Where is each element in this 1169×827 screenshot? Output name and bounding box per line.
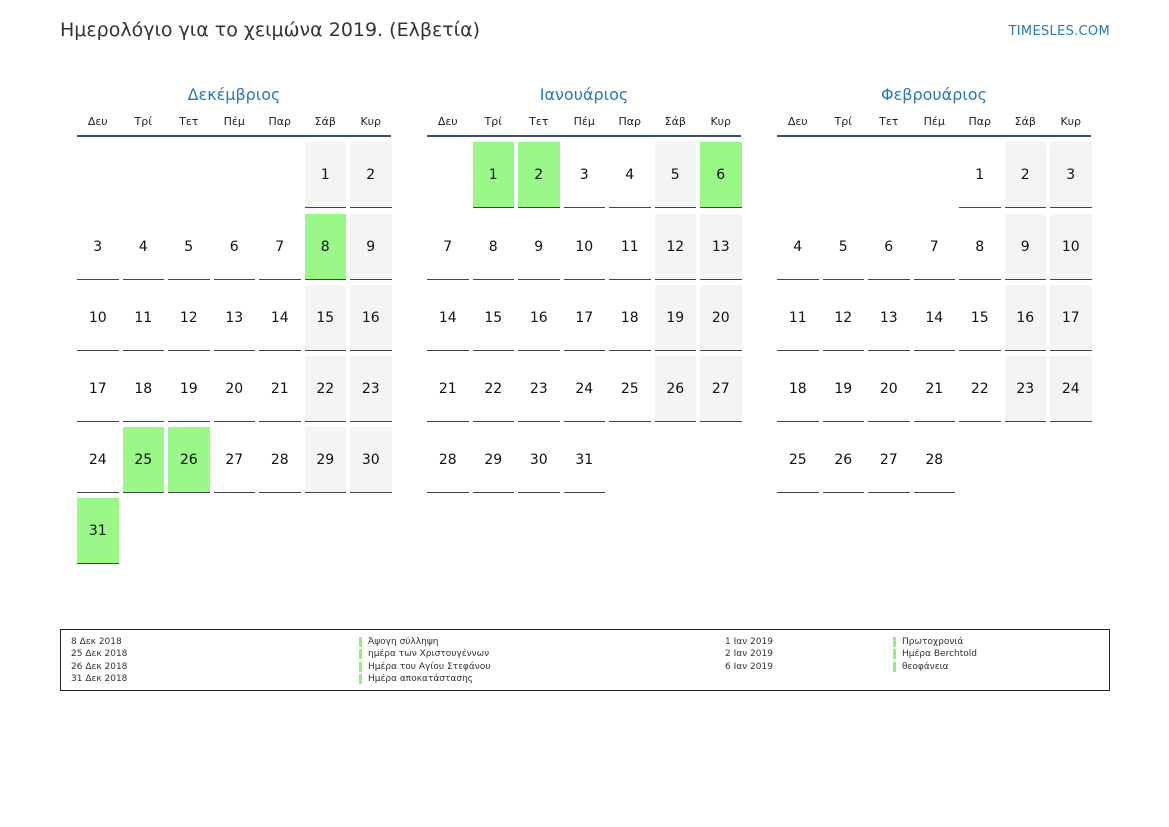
day-cell[interactable]: 23 [518, 356, 560, 422]
day-grid [777, 142, 1091, 493]
empty-cell [214, 142, 256, 209]
day-cell[interactable]: 16 [1005, 285, 1047, 351]
legend-date: 2 Ιαν 2019 [725, 649, 773, 660]
day-cell[interactable]: 5 [823, 214, 865, 280]
day-cell[interactable]: 18 [123, 356, 165, 422]
day-cell[interactable]: 29 [473, 427, 515, 493]
day-cell[interactable]: 16 [350, 285, 392, 351]
empty-cell [259, 142, 301, 209]
weekday-label: Κυρ [1060, 115, 1082, 128]
legend-holiday-name: Ημέρα του Αγίου Στεφάνου [359, 662, 491, 672]
day-cell[interactable]: 2 [518, 142, 560, 208]
day-cell[interactable]: 13 [214, 285, 256, 351]
day-cell[interactable]: 6 [868, 214, 910, 280]
day-cell[interactable]: 24 [77, 427, 119, 493]
day-cell[interactable]: 27 [700, 356, 742, 422]
legend-date: 8 Δεκ 2018 [71, 637, 122, 647]
day-cell[interactable]: 3 [564, 142, 606, 208]
day-cell[interactable]: 26 [655, 356, 697, 422]
day-cell[interactable]: 20 [868, 356, 910, 422]
empty-cell [168, 142, 210, 209]
day-cell[interactable]: 21 [427, 356, 469, 422]
day-cell[interactable]: 10 [564, 214, 606, 280]
day-cell[interactable]: 13 [868, 285, 910, 351]
day-cell[interactable]: 19 [168, 356, 210, 422]
day-cell[interactable]: 12 [655, 214, 697, 280]
day-cell[interactable]: 22 [959, 356, 1001, 422]
page-title: Ημερολόγιο για το χειμώνα 2019. (Ελβετία) [60, 19, 481, 41]
day-cell[interactable]: 9 [350, 214, 392, 280]
day-cell[interactable]: 6 [214, 214, 256, 280]
day-cell[interactable]: 16 [518, 285, 560, 351]
day-cell[interactable]: 14 [914, 285, 956, 351]
day-grid [77, 142, 391, 564]
weekday-label: Δευ [787, 115, 808, 128]
day-cell[interactable]: 4 [123, 214, 165, 280]
legend-date: 31 Δεκ 2018 [71, 673, 128, 684]
day-cell[interactable]: 15 [305, 285, 347, 351]
day-cell[interactable]: 15 [473, 285, 515, 351]
weekday-label: Πέμ [923, 115, 945, 128]
day-cell[interactable]: 28 [259, 427, 301, 493]
day-cell[interactable]: 2 [1005, 142, 1047, 208]
legend-date: 25 Δεκ 2018 [71, 649, 128, 660]
legend-names-right [893, 636, 977, 673]
month-name: Φεβρουάριος [881, 85, 987, 104]
legend-date: 26 Δεκ 2018 [71, 661, 128, 672]
day-cell[interactable]: 26 [823, 427, 865, 493]
weekday-label: Τρί [834, 115, 852, 128]
day-cell[interactable]: 1 [959, 142, 1001, 208]
weekday-label: Παρ [618, 115, 641, 128]
weekday-label: Δευ [437, 115, 458, 128]
day-cell[interactable]: 8 [305, 214, 347, 280]
empty-cell [123, 142, 165, 209]
month-name: Δεκέμβριος [187, 85, 281, 104]
day-cell[interactable]: 1 [305, 142, 347, 208]
day-cell[interactable]: 7 [259, 214, 301, 280]
legend-holiday-name: Ημέρα Berchtold [893, 649, 977, 659]
weekday-label: Τρί [134, 115, 152, 128]
legend-holiday-name: Πρωτοχρονιά [893, 637, 963, 647]
day-cell[interactable]: 18 [609, 285, 651, 351]
day-cell[interactable]: 18 [777, 356, 819, 422]
day-cell[interactable]: 29 [305, 427, 347, 493]
empty-cell [823, 142, 865, 209]
day-cell[interactable]: 23 [350, 356, 392, 422]
day-cell[interactable]: 19 [823, 356, 865, 422]
day-cell[interactable]: 3 [1050, 142, 1092, 208]
legend-holiday-name: Άψογη σύλληψη [359, 637, 438, 647]
day-cell[interactable]: 20 [700, 285, 742, 351]
day-cell[interactable]: 27 [868, 427, 910, 493]
day-cell[interactable]: 1 [473, 142, 515, 208]
weekday-label: Τετ [529, 115, 549, 128]
empty-cell [868, 142, 910, 209]
day-cell[interactable]: 21 [259, 356, 301, 422]
day-cell[interactable]: 25 [123, 427, 165, 493]
weekday-label: Κυρ [710, 115, 732, 128]
month-2 [777, 84, 1091, 493]
legend-names-left [359, 636, 491, 685]
day-grid [427, 142, 741, 493]
holiday-legend [60, 629, 1110, 691]
legend-date: 6 Ιαν 2019 [725, 661, 773, 672]
day-cell[interactable]: 24 [1050, 356, 1092, 422]
site-link[interactable]: TIMESLES.COM [1008, 24, 1110, 39]
day-cell[interactable]: 30 [518, 427, 560, 493]
day-cell[interactable]: 4 [609, 142, 651, 208]
day-cell[interactable]: 10 [1050, 214, 1092, 280]
day-cell[interactable]: 28 [914, 427, 956, 493]
weekday-label: Τετ [879, 115, 899, 128]
legend-holiday-name: θεοφάνεια [893, 662, 949, 672]
weekday-header [77, 115, 391, 137]
day-cell[interactable]: 22 [473, 356, 515, 422]
day-cell[interactable]: 11 [123, 285, 165, 351]
day-cell[interactable]: 26 [168, 427, 210, 493]
day-cell[interactable]: 4 [777, 214, 819, 280]
weekday-label: Πέμ [573, 115, 595, 128]
weekday-label: Κυρ [360, 115, 382, 128]
legend-dates-right [725, 636, 773, 673]
day-cell[interactable]: 2 [350, 142, 392, 208]
day-cell[interactable]: 25 [609, 356, 651, 422]
weekday-label: Σάβ [1014, 115, 1036, 128]
day-cell[interactable]: 10 [77, 285, 119, 351]
day-cell[interactable]: 13 [700, 214, 742, 280]
day-cell[interactable]: 7 [427, 214, 469, 280]
weekday-label: Πέμ [223, 115, 245, 128]
day-cell[interactable]: 14 [259, 285, 301, 351]
empty-cell [777, 142, 819, 209]
day-cell[interactable]: 17 [564, 285, 606, 351]
day-cell[interactable]: 9 [518, 214, 560, 280]
day-cell[interactable]: 5 [168, 214, 210, 280]
day-cell[interactable]: 24 [564, 356, 606, 422]
empty-cell [427, 142, 469, 209]
weekday-label: Δευ [87, 115, 108, 128]
weekday-label: Παρ [968, 115, 991, 128]
legend-date: 1 Ιαν 2019 [725, 637, 773, 647]
day-cell[interactable]: 12 [823, 285, 865, 351]
empty-cell [914, 142, 956, 209]
day-cell[interactable]: 8 [473, 214, 515, 280]
month-1 [427, 84, 741, 493]
weekday-label: Σάβ [314, 115, 336, 128]
weekday-header [427, 115, 741, 137]
weekday-label: Τετ [179, 115, 199, 128]
day-cell[interactable]: 9 [1005, 214, 1047, 280]
day-cell[interactable]: 20 [214, 356, 256, 422]
day-cell[interactable]: 15 [959, 285, 1001, 351]
day-cell[interactable]: 6 [700, 142, 742, 208]
empty-cell [77, 142, 119, 209]
day-cell[interactable]: 19 [655, 285, 697, 351]
day-cell[interactable]: 27 [214, 427, 256, 493]
weekday-label: Σάβ [664, 115, 686, 128]
day-cell[interactable]: 14 [427, 285, 469, 351]
day-cell[interactable]: 23 [1005, 356, 1047, 422]
weekday-label: Τρί [484, 115, 502, 128]
month-name: Ιανουάριος [539, 85, 629, 104]
day-cell[interactable]: 25 [777, 427, 819, 493]
month-0 [77, 84, 391, 564]
weekday-header [777, 115, 1091, 137]
day-cell[interactable]: 21 [914, 356, 956, 422]
day-cell[interactable]: 8 [959, 214, 1001, 280]
day-cell[interactable]: 31 [77, 498, 119, 564]
day-cell[interactable]: 5 [655, 142, 697, 208]
legend-holiday-name: ημέρα των Χριστουγέννων [359, 649, 489, 659]
day-cell[interactable]: 30 [350, 427, 392, 493]
day-cell[interactable]: 3 [77, 214, 119, 280]
day-cell[interactable]: 12 [168, 285, 210, 351]
day-cell[interactable]: 11 [777, 285, 819, 351]
day-cell[interactable]: 31 [564, 427, 606, 493]
day-cell[interactable]: 17 [77, 356, 119, 422]
weekday-label: Παρ [268, 115, 291, 128]
day-cell[interactable]: 17 [1050, 285, 1092, 351]
legend-dates-left [71, 636, 127, 685]
day-cell[interactable]: 11 [609, 214, 651, 280]
legend-holiday-name: Ημέρα αποκατάστασης [359, 674, 473, 684]
day-cell[interactable]: 28 [427, 427, 469, 493]
day-cell[interactable]: 22 [305, 356, 347, 422]
day-cell[interactable]: 7 [914, 214, 956, 280]
